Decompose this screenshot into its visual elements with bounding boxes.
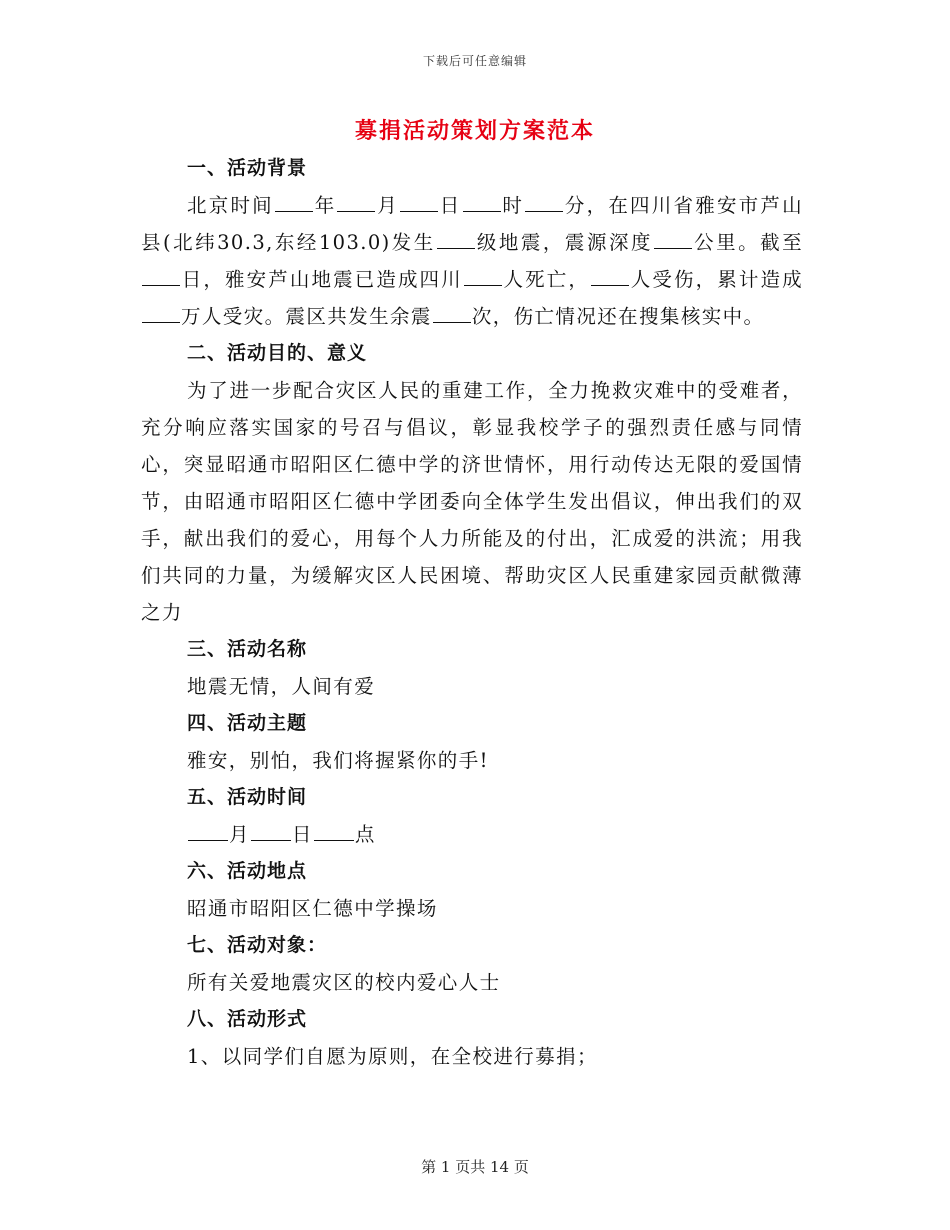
section-heading-location: 六、活动地点 bbox=[187, 860, 308, 882]
text-fragment: 日 bbox=[438, 194, 462, 217]
text-fragment: 万人受灾。震区共发生余震 bbox=[181, 305, 432, 328]
blank-line bbox=[400, 195, 438, 212]
blank-line bbox=[525, 195, 563, 212]
section-heading-purpose: 二、活动目的、意义 bbox=[187, 342, 368, 364]
section-heading-name: 三、活动名称 bbox=[187, 638, 308, 660]
section-body-background bbox=[141, 187, 803, 335]
section-body-time bbox=[141, 816, 803, 853]
section-heading-audience: 七、活动对象： bbox=[187, 934, 328, 956]
text-fragment: 北京时间 bbox=[187, 194, 274, 217]
blank-line bbox=[314, 824, 354, 841]
section-heading-background: 一、活动背景 bbox=[187, 157, 308, 179]
text-fragment: 点 bbox=[354, 823, 376, 846]
blank-line bbox=[433, 306, 471, 323]
text-fragment: 分，在四川省雅安市芦山县(北纬30.3,东经103.0)发生 bbox=[141, 194, 803, 254]
page-footer: 第 1 页共 14 页 bbox=[421, 1158, 529, 1176]
text-fragment: 日，雅安芦山地震已造成四川 bbox=[181, 268, 463, 291]
section-heading-format: 八、活动形式 bbox=[187, 1008, 308, 1030]
text-fragment: 人死亡， bbox=[502, 268, 591, 291]
blank-line bbox=[275, 195, 313, 212]
blank-line bbox=[463, 195, 501, 212]
text-fragment: 年 bbox=[313, 194, 337, 217]
document-title: 募捐活动策划方案范本 bbox=[354, 118, 595, 144]
section-body-format-item-1: 1、以同学们自愿为原则，在全校进行募捐； bbox=[187, 1045, 598, 1068]
blank-line bbox=[188, 824, 228, 841]
text-fragment: 公里。截至 bbox=[692, 231, 803, 254]
section-heading-time: 五、活动时间 bbox=[187, 786, 308, 808]
blank-line bbox=[337, 195, 375, 212]
text-fragment: 月 bbox=[376, 194, 399, 217]
section-body-theme: 雅安，别怕，我们将握紧你的手! bbox=[187, 749, 489, 772]
blank-line bbox=[142, 269, 180, 286]
page-header: 下载后可任意编辑 bbox=[422, 54, 527, 68]
text-fragment: 人受伤，累计造成 bbox=[630, 268, 804, 291]
text-fragment: 日 bbox=[291, 823, 313, 846]
text-fragment: 次，伤亡情况还在搜集核实中。 bbox=[471, 305, 765, 328]
text-fragment: 时 bbox=[501, 194, 525, 217]
blank-line bbox=[142, 306, 180, 323]
document-body bbox=[141, 150, 803, 1075]
blank-line bbox=[654, 232, 692, 249]
section-heading-theme: 四、活动主题 bbox=[187, 712, 308, 734]
blank-line bbox=[591, 269, 629, 286]
section-body-purpose: 为了进一步配合灾区人民的重建工作，全力挽救灾难中的受难者，充分响应落实国家的号召与倡议，彰显我校学子的强烈责任感与同情心，突显昭通市昭阳区仁德中学的济世情怀，用行动传达无限的爱国情节，由昭通市昭阳区仁德中学团委向全体学生发出倡议，伸出我们的双手，献出我们的爱心，用每个人力所能及的付出，汇成爱的洪流；用我们共同的力量，为缓解灾区人民困境、帮助灾区人民重建家园贡献微薄之力 bbox=[141, 379, 803, 624]
section-body-audience: 所有关爱地震灾区的校内爱心人士 bbox=[187, 971, 501, 994]
text-fragment: 月 bbox=[229, 823, 250, 846]
blank-line bbox=[437, 232, 475, 249]
section-body-name: 地震无情，人间有爱 bbox=[187, 675, 376, 698]
section-body-location: 昭通市昭阳区仁德中学操场 bbox=[187, 897, 438, 920]
text-fragment: 级地震，震源深度 bbox=[475, 231, 653, 254]
blank-line bbox=[464, 269, 502, 286]
blank-line bbox=[251, 824, 291, 841]
